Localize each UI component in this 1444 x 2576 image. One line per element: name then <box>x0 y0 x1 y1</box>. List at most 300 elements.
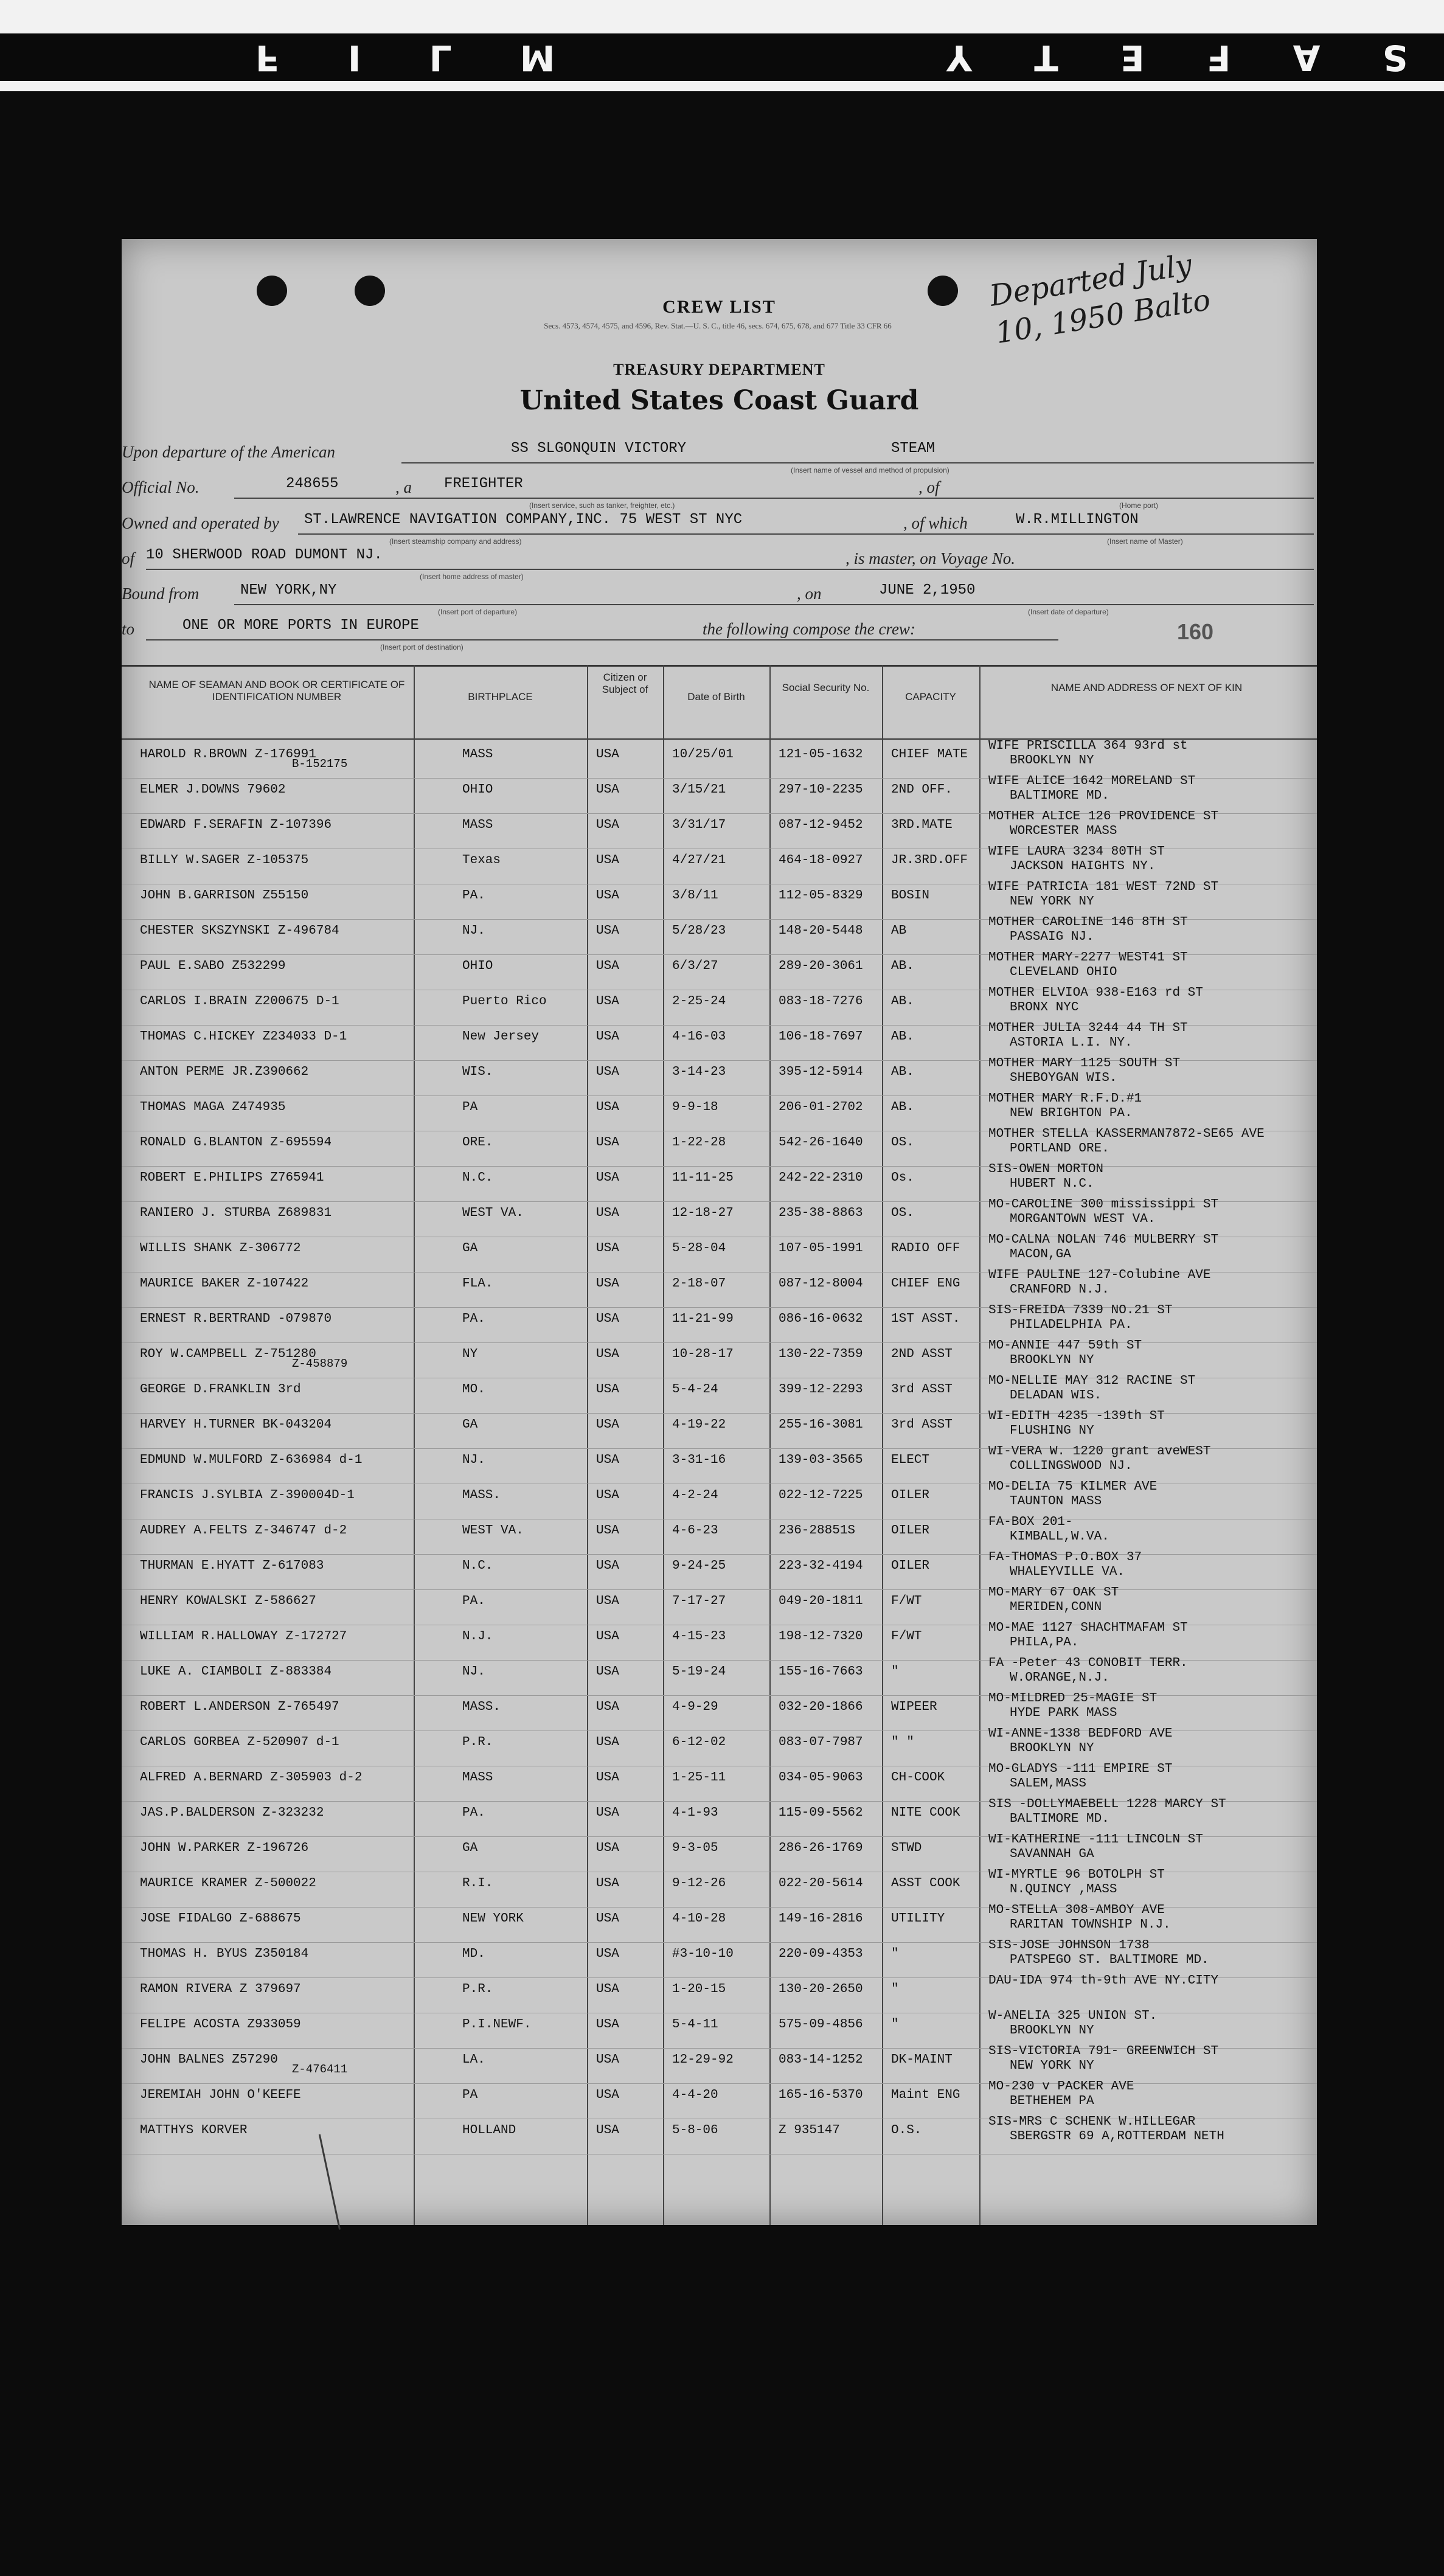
next-of-kin-address: MORGANTOWN WEST VA. <box>1010 1212 1156 1226</box>
film-edge-bar <box>0 33 1444 81</box>
birthplace: PA. <box>462 1806 485 1820</box>
crew-table <box>122 665 1317 2225</box>
capacity: Os. <box>891 1171 914 1185</box>
seaman-name: RANIERO J. STURBA Z689831 <box>140 1206 332 1220</box>
social-security-number: 083-14-1252 <box>779 2053 863 2067</box>
next-of-kin-address: NEW BRIGHTON PA. <box>1010 1106 1133 1120</box>
table-row <box>122 2009 1317 2049</box>
next-of-kin-name: WI-VERA W. 1220 grant aveWEST <box>988 1445 1211 1459</box>
birthplace: N.C. <box>462 1171 493 1185</box>
seaman-name: JAS.P.BALDERSON Z-323232 <box>140 1806 324 1820</box>
port-from: NEW YORK,NY <box>240 582 337 599</box>
table-row <box>122 1374 1317 1414</box>
rule <box>146 639 1058 641</box>
next-of-kin-name: MO-MAE 1127 SHACHTMAFAM ST <box>988 1621 1188 1635</box>
capacity: " " <box>891 1735 914 1749</box>
social-security-number: 220-09-4353 <box>779 1947 863 1961</box>
table-row <box>122 1198 1317 1237</box>
birthplace: Puerto Rico <box>462 995 547 1009</box>
master-address-hint: (Insert home address of master) <box>420 572 524 581</box>
table-row <box>122 1656 1317 1696</box>
next-of-kin-address: HYDE PARK MASS <box>1010 1706 1117 1720</box>
seaman-name: EDWARD F.SERAFIN Z-107396 <box>140 818 332 832</box>
table-row <box>122 986 1317 1026</box>
seaman-name: FRANCIS J.SYLBIA Z-390004D-1 <box>140 1488 355 1502</box>
citizenship: USA <box>596 1453 619 1467</box>
date-of-birth: 4-15-23 <box>672 1630 726 1644</box>
film-edge-text-right: S A F E T Y <box>942 37 1408 78</box>
col-birthplace: BIRTHPLACE <box>468 691 533 703</box>
citizenship: USA <box>596 924 619 938</box>
birthplace: MASS <box>462 1771 493 1785</box>
form-title: CREW LIST <box>662 297 776 317</box>
social-security-number: 464-18-0927 <box>779 853 863 867</box>
next-of-kin-name: WI-EDITH 4235 -139th ST <box>988 1409 1165 1423</box>
seaman-name: HENRY KOWALSKI Z-586627 <box>140 1594 316 1608</box>
birthplace: WEST VA. <box>462 1524 524 1538</box>
next-of-kin-address: CLEVELAND OHIO <box>1010 965 1117 979</box>
citizenship: USA <box>596 2053 619 2067</box>
citizenship: USA <box>596 853 619 867</box>
table-row <box>122 1868 1317 1908</box>
social-security-number: 034-05-9063 <box>779 1771 863 1785</box>
next-of-kin-name: WIFE ALICE 1642 MORELAND ST <box>988 774 1196 788</box>
social-security-number: 223-32-4194 <box>779 1559 863 1573</box>
citizenship: USA <box>596 1700 619 1714</box>
handwritten-note: Departed July 10, 1950 Balto <box>987 248 1213 351</box>
next-of-kin-name: MO-ANNIE 447 59th ST <box>988 1339 1142 1353</box>
table-row <box>122 1833 1317 1872</box>
birthplace: MASS. <box>462 1700 501 1714</box>
seaman-name: ROBERT E.PHILIPS Z765941 <box>140 1171 324 1185</box>
capacity: NITE COOK <box>891 1806 960 1820</box>
capacity: F/WT <box>891 1630 922 1644</box>
seaman-name: CARLOS I.BRAIN Z200675 D-1 <box>140 995 339 1009</box>
seaman-name: JOSE FIDALGO Z-688675 <box>140 1912 301 1926</box>
seaman-name: PAUL E.SABO Z532299 <box>140 959 286 973</box>
table-row <box>122 1268 1317 1308</box>
capacity: AB. <box>891 995 914 1009</box>
to-label: to <box>122 620 135 638</box>
next-of-kin-name: MO-MARY 67 OAK ST <box>988 1586 1119 1600</box>
citizenship: USA <box>596 1277 619 1291</box>
next-of-kin-address: CRANFORD N.J. <box>1010 1283 1109 1297</box>
next-of-kin-address: SBERGSTR 69 A,ROTTERDAM NETH <box>1010 2130 1224 2144</box>
social-security-number: 542-26-1640 <box>779 1136 863 1150</box>
social-security-number: 148-20-5448 <box>779 924 863 938</box>
of-label: , of <box>918 478 940 496</box>
capacity: OILER <box>891 1524 930 1538</box>
table-row <box>122 951 1317 990</box>
date-of-birth: 9-9-18 <box>672 1100 718 1114</box>
table-row <box>122 1021 1317 1061</box>
capacity: 3rd ASST <box>891 1418 953 1432</box>
capacity: " <box>891 1982 899 1996</box>
film-edge-text-left: F I L M <box>255 37 559 78</box>
next-of-kin-name: FA -Peter 43 CONOBIT TERR. <box>988 1656 1188 1670</box>
date-of-birth: 4-4-20 <box>672 2088 718 2102</box>
table-row <box>122 845 1317 884</box>
seaman-name: WILLIAM R.HALLOWAY Z-172727 <box>140 1630 347 1644</box>
capacity: 1ST ASST. <box>891 1312 960 1326</box>
citizenship: USA <box>596 783 619 797</box>
capacity: 2ND ASST <box>891 1347 953 1361</box>
col-name: NAME OF SEAMAN AND BOOK OR CERTIFICATE OF IDENTIFICATION NUMBER <box>148 679 405 703</box>
seaman-name: JOHN B.GARRISON Z55150 <box>140 889 309 903</box>
social-security-number: 575-09-4856 <box>779 2018 863 2032</box>
birthplace: MASS <box>462 818 493 832</box>
social-security-number: 155-16-7663 <box>779 1665 863 1679</box>
seaman-name: ELMER J.DOWNS 79602 <box>140 783 286 797</box>
citizenship: USA <box>596 1347 619 1361</box>
date-of-birth: 5-19-24 <box>672 1665 726 1679</box>
date-of-birth: 9-12-26 <box>672 1876 726 1890</box>
table-row <box>122 880 1317 920</box>
social-security-number: 107-05-1991 <box>779 1241 863 1255</box>
col-citizen: Citizen or Subject of <box>602 672 648 696</box>
seaman-name: CARLOS GORBEA Z-520907 d-1 <box>140 1735 339 1749</box>
next-of-kin-address: DELADAN WIS. <box>1010 1389 1102 1403</box>
birthplace: GA <box>462 1418 478 1432</box>
table-row <box>122 2044 1317 2084</box>
next-of-kin-address: PHILADELPHIA PA. <box>1010 1318 1133 1332</box>
next-of-kin-address: BROOKLYN NY <box>1010 2024 1094 2038</box>
next-of-kin-name: MOTHER MARY-2277 WEST41 ST <box>988 951 1188 965</box>
seaman-name: THOMAS C.HICKEY Z234033 D-1 <box>140 1030 347 1044</box>
date-of-birth: 4-10-28 <box>672 1912 726 1926</box>
capacity: DK-MAINT <box>891 2053 953 2067</box>
social-security-number: 297-10-2235 <box>779 783 863 797</box>
seaman-name: GEORGE D.FRANKLIN 3rd <box>140 1383 301 1397</box>
table-row <box>122 1939 1317 1978</box>
a-label: , a <box>395 478 412 496</box>
seaman-name: RAMON RIVERA Z 379697 <box>140 1982 301 1996</box>
citizenship: USA <box>596 2018 619 2032</box>
seaman-name: FELIPE ACOSTA Z933059 <box>140 2018 301 2032</box>
citizenship: USA <box>596 2088 619 2102</box>
departure-label: Upon departure of the American <box>122 443 335 461</box>
social-security-number: 235-38-8863 <box>779 1206 863 1220</box>
vessel-hint: (Insert name of vessel and method of propulsion) <box>791 466 949 474</box>
birthplace: MASS. <box>462 1488 501 1502</box>
voyage-number: 160 <box>1177 619 1214 644</box>
table-row <box>122 1515 1317 1555</box>
next-of-kin-name: MOTHER ALICE 126 PROVIDENCE ST <box>988 810 1219 824</box>
seaman-name: LUKE A. CIAMBOLI Z-883384 <box>140 1665 332 1679</box>
seaman-name: MAURICE BAKER Z-107422 <box>140 1277 309 1291</box>
voyage-label: , is master, on Voyage No. <box>845 549 1015 568</box>
birthplace: PA <box>462 1100 478 1114</box>
citizenship: USA <box>596 1136 619 1150</box>
capacity: JR.3RD.OFF <box>891 853 968 867</box>
citizenship: USA <box>596 959 619 973</box>
birthplace: P.R. <box>462 1982 493 1996</box>
seaman-name: AUDREY A.FELTS Z-346747 d-2 <box>140 1524 347 1538</box>
on-label: , on <box>797 585 822 603</box>
next-of-kin-address: BETHEHEM PA <box>1010 2094 1094 2108</box>
next-of-kin-name: WIFE PRISCILLA 364 93rd st <box>988 739 1188 753</box>
citizenship: USA <box>596 1876 619 1890</box>
citizenship: USA <box>596 1665 619 1679</box>
table-row <box>122 1727 1317 1766</box>
citizenship: USA <box>596 995 619 1009</box>
seaman-name: HARVEY H.TURNER BK-043204 <box>140 1418 332 1432</box>
capacity: CH-COOK <box>891 1771 945 1785</box>
next-of-kin-name: MOTHER MARY 1125 SOUTH ST <box>988 1057 1181 1071</box>
next-of-kin-name: MO-NELLIE MAY 312 RACINE ST <box>988 1374 1196 1388</box>
book-number: Z-476411 <box>292 2063 348 2076</box>
official-line <box>122 478 1317 513</box>
departure-line <box>122 440 1317 478</box>
social-security-number: Z 935147 <box>779 2123 840 2137</box>
date-of-birth: 4-19-22 <box>672 1418 726 1432</box>
social-security-number: 289-20-3061 <box>779 959 863 973</box>
date-of-birth: 3/8/11 <box>672 889 718 903</box>
citizenship: USA <box>596 818 619 832</box>
capacity: 3rd ASST <box>891 1383 953 1397</box>
citizenship: USA <box>596 1630 619 1644</box>
date-of-birth: #3-10-10 <box>672 1947 734 1961</box>
birthplace: GA <box>462 1241 478 1255</box>
social-security-number: 106-18-7697 <box>779 1030 863 1044</box>
next-of-kin-address: JACKSON HAIGHTS NY. <box>1010 859 1156 873</box>
book-number: B-152175 <box>292 757 348 771</box>
table-row <box>122 1304 1317 1343</box>
date-of-birth: 11-11-25 <box>672 1171 734 1185</box>
date-of-birth: 7-17-27 <box>672 1594 726 1608</box>
capacity: " <box>891 2018 899 2032</box>
birthplace: MO. <box>462 1383 485 1397</box>
owner-line <box>122 514 1317 549</box>
table-row <box>122 1550 1317 1590</box>
rule <box>234 498 1314 499</box>
bound-label: Bound from <box>122 585 200 603</box>
birthplace: MASS <box>462 748 493 762</box>
capacity: OS. <box>891 1136 914 1150</box>
master-address: 10 SHERWOOD ROAD DUMONT NJ. <box>146 547 383 563</box>
seaman-name: THOMAS H. BYUS Z350184 <box>140 1947 309 1961</box>
next-of-kin-address: FLUSHING NY <box>1010 1424 1094 1438</box>
next-of-kin-name: MO-230 v PACKER AVE <box>988 2080 1134 2094</box>
next-of-kin-address: ASTORIA L.I. NY. <box>1010 1036 1133 1050</box>
next-of-kin-address: NEW YORK NY <box>1010 895 1094 909</box>
date-of-birth: 5/28/23 <box>672 924 726 938</box>
table-header <box>122 665 1317 740</box>
seaman-name: ANTON PERME JR.Z390662 <box>140 1065 309 1079</box>
rule <box>234 604 1314 605</box>
table-row <box>122 739 1317 779</box>
next-of-kin-address: BALTIMORE MD. <box>1010 1812 1109 1826</box>
next-of-kin-name: WI-KATHERINE -111 LINCOLN ST <box>988 1833 1203 1847</box>
table-row <box>122 1621 1317 1661</box>
citizenship: USA <box>596 1030 619 1044</box>
birthplace: OHIO <box>462 783 493 797</box>
capacity: STWD <box>891 1841 922 1855</box>
table-row <box>122 1092 1317 1131</box>
citizenship: USA <box>596 1241 619 1255</box>
table-row <box>122 1903 1317 1943</box>
social-security-number: 395-12-5914 <box>779 1065 863 1079</box>
citizenship: USA <box>596 1171 619 1185</box>
next-of-kin-name: MO-DELIA 75 KILMER AVE <box>988 1480 1158 1494</box>
date-of-birth: 6/3/27 <box>672 959 718 973</box>
date-of-birth: 9-3-05 <box>672 1841 718 1855</box>
date-of-birth: 5-28-04 <box>672 1241 726 1255</box>
next-of-kin-address: BROOKLYN NY <box>1010 754 1094 768</box>
agency-name: United States Coast Guard <box>519 385 919 416</box>
next-of-kin-address: MERIDEN,CONN <box>1010 1600 1102 1614</box>
social-security-number: 139-03-3565 <box>779 1453 863 1467</box>
next-of-kin-name: SIS -DOLLYMAEBELL 1228 MARCY ST <box>988 1797 1226 1811</box>
birthplace: New Jersey <box>462 1030 540 1044</box>
birthplace: NJ. <box>462 1453 485 1467</box>
type-hint: (Insert service, such as tanker, freighter, etc.) <box>529 501 675 510</box>
next-of-kin-name: MO-CAROLINE 300 mississippi ST <box>988 1198 1219 1212</box>
next-of-kin-name: MOTHER MARY R.F.D.#1 <box>988 1092 1142 1106</box>
date-of-birth: 5-4-11 <box>672 2018 718 2032</box>
capacity: CHIEF MATE <box>891 748 968 762</box>
next-of-kin-address: W.ORANGE,N.J. <box>1010 1671 1109 1685</box>
next-of-kin-name: MOTHER CAROLINE 146 8TH ST <box>988 915 1188 929</box>
birthplace: P.R. <box>462 1735 493 1749</box>
date-of-birth: 3-31-16 <box>672 1453 726 1467</box>
next-of-kin-name: W-ANELIA 325 UNION ST. <box>988 2009 1158 2023</box>
vessel-name: SS SLGONQUIN VICTORY <box>511 440 687 457</box>
citizenship: USA <box>596 1488 619 1502</box>
capacity: 2ND OFF. <box>891 783 953 797</box>
birthplace: PA. <box>462 1594 485 1608</box>
social-security-number: 083-07-7987 <box>779 1735 863 1749</box>
table-row <box>122 1339 1317 1378</box>
capacity: OILER <box>891 1488 930 1502</box>
citizenship: USA <box>596 1841 619 1855</box>
date-of-birth: 12-29-92 <box>672 2053 734 2067</box>
col-ssn: Social Security No. <box>782 682 870 693</box>
next-of-kin-address: WHALEYVILLE VA. <box>1010 1565 1125 1579</box>
next-of-kin-address: KIMBALL,W.VA. <box>1010 1530 1109 1544</box>
birthplace: HOLLAND <box>462 2123 516 2137</box>
social-security-number: 206-01-2702 <box>779 1100 863 1114</box>
operator: ST.LAWRENCE NAVIGATION COMPANY,INC. 75 WEST ST NYC <box>304 512 743 528</box>
citizenship: USA <box>596 1206 619 1220</box>
next-of-kin-address: NEW YORK NY <box>1010 2059 1094 2073</box>
statute-citation: Secs. 4573, 4574, 4575, and 4596, Rev. Stat.—U. S. C., title 46, secs. 674, 675, 678, and 677 Title 33 CFR 66 <box>544 321 892 330</box>
seaman-name: EDMUND W.MULFORD Z-636984 d-1 <box>140 1453 363 1467</box>
social-security-number: 121-05-1632 <box>779 748 863 762</box>
social-security-number: 049-20-1811 <box>779 1594 863 1608</box>
table-row <box>122 1409 1317 1449</box>
next-of-kin-name: WIFE LAURA 3234 80TH ST <box>988 845 1165 859</box>
citizenship: USA <box>596 1735 619 1749</box>
capacity: " <box>891 1947 899 1961</box>
capacity: AB. <box>891 959 914 973</box>
social-security-number: 242-22-2310 <box>779 1171 863 1185</box>
next-of-kin-name: MOTHER JULIA 3244 44 TH ST <box>988 1021 1188 1035</box>
birthplace: NEW YORK <box>462 1912 524 1926</box>
table-row <box>122 1762 1317 1802</box>
crew-label: the following compose the crew: <box>703 620 915 638</box>
book-number: Z-458879 <box>292 1357 348 1370</box>
date-of-birth: 2-18-07 <box>672 1277 726 1291</box>
seaman-name: HAROLD R.BROWN Z-176991 <box>140 748 316 762</box>
official-label: Official No. <box>122 478 200 496</box>
capacity: AB. <box>891 1100 914 1114</box>
next-of-kin-name: WIFE PAULINE 127-Colubine AVE <box>988 1268 1211 1282</box>
birthplace: GA <box>462 1841 478 1855</box>
next-of-kin-name: DAU-IDA 974 th-9th AVE NY.CITY <box>988 1974 1219 1988</box>
citizenship: USA <box>596 1912 619 1926</box>
social-security-number: 130-22-7359 <box>779 1347 863 1361</box>
home-port-hint: (Home port) <box>1119 501 1159 510</box>
capacity: " <box>891 1665 899 1679</box>
table-row <box>122 1127 1317 1167</box>
bound-line <box>122 582 1317 620</box>
next-of-kin-name: SIS-OWEN MORTON <box>988 1162 1104 1176</box>
capacity: UTILITY <box>891 1912 945 1926</box>
capacity: BOSIN <box>891 889 930 903</box>
capacity: O.S. <box>891 2123 922 2137</box>
citizenship: USA <box>596 748 619 762</box>
seaman-name: ROBERT L.ANDERSON Z-765497 <box>140 1700 339 1714</box>
seaman-name: JEREMIAH JOHN O'KEEFE <box>140 2088 301 2102</box>
social-security-number: 032-20-1866 <box>779 1700 863 1714</box>
birthplace: N.C. <box>462 1559 493 1573</box>
seaman-name: THURMAN E.HYATT Z-617083 <box>140 1559 324 1573</box>
date-of-birth: 1-20-15 <box>672 1982 726 1996</box>
of2-label: of <box>122 549 135 568</box>
next-of-kin-name: SIS-VICTORIA 791- GREENWICH ST <box>988 2044 1219 2058</box>
citizenship: USA <box>596 1383 619 1397</box>
seaman-name: RONALD G.BLANTON Z-695594 <box>140 1136 332 1150</box>
citizenship: USA <box>596 889 619 903</box>
birthplace: N.J. <box>462 1630 493 1644</box>
next-of-kin-name: SIS-JOSE JOHNSON 1738 <box>988 1939 1150 1953</box>
date-of-birth: 4-6-23 <box>672 1524 718 1538</box>
citizenship: USA <box>596 1559 619 1573</box>
social-security-number: 165-16-5370 <box>779 2088 863 2102</box>
table-row <box>122 1445 1317 1484</box>
next-of-kin-address: BROOKLYN NY <box>1010 1353 1094 1367</box>
seaman-name: ALFRED A.BERNARD Z-305903 d-2 <box>140 1771 363 1785</box>
date-of-birth: 6-12-02 <box>672 1735 726 1749</box>
port-from-hint: (Insert port of departure) <box>438 608 518 616</box>
film-edge <box>0 0 1444 91</box>
birthplace: R.I. <box>462 1876 493 1890</box>
citizenship: USA <box>596 1100 619 1114</box>
next-of-kin-address: BALTIMORE MD. <box>1010 789 1109 803</box>
master-hint: (Insert name of Master) <box>1107 537 1183 546</box>
next-of-kin-name: SIS-MRS C SCHENK W.HILLEGAR <box>988 2115 1196 2129</box>
date-of-birth: 2-25-24 <box>672 995 726 1009</box>
table-row <box>122 2115 1317 2154</box>
next-of-kin-address: PASSAIG NJ. <box>1010 930 1094 944</box>
next-of-kin-address: SALEM,MASS <box>1010 1777 1087 1791</box>
date-of-birth: 9-24-25 <box>672 1559 726 1573</box>
birthplace: Texas <box>462 853 501 867</box>
capacity: OILER <box>891 1559 930 1573</box>
social-security-number: 236-28851S <box>779 1524 856 1538</box>
table-row <box>122 810 1317 849</box>
next-of-kin-address: RARITAN TOWNSHIP N.J. <box>1010 1918 1171 1932</box>
birthplace: NJ. <box>462 1665 485 1679</box>
destination-hint: (Insert port of destination) <box>380 643 463 651</box>
social-security-number: 087-12-8004 <box>779 1277 863 1291</box>
citizenship: USA <box>596 1312 619 1326</box>
propulsion: STEAM <box>891 440 935 457</box>
master-name: W.R.MILLINGTON <box>1016 512 1139 528</box>
seaman-name: WILLIS SHANK Z-306772 <box>140 1241 301 1255</box>
capacity: F/WT <box>891 1594 922 1608</box>
